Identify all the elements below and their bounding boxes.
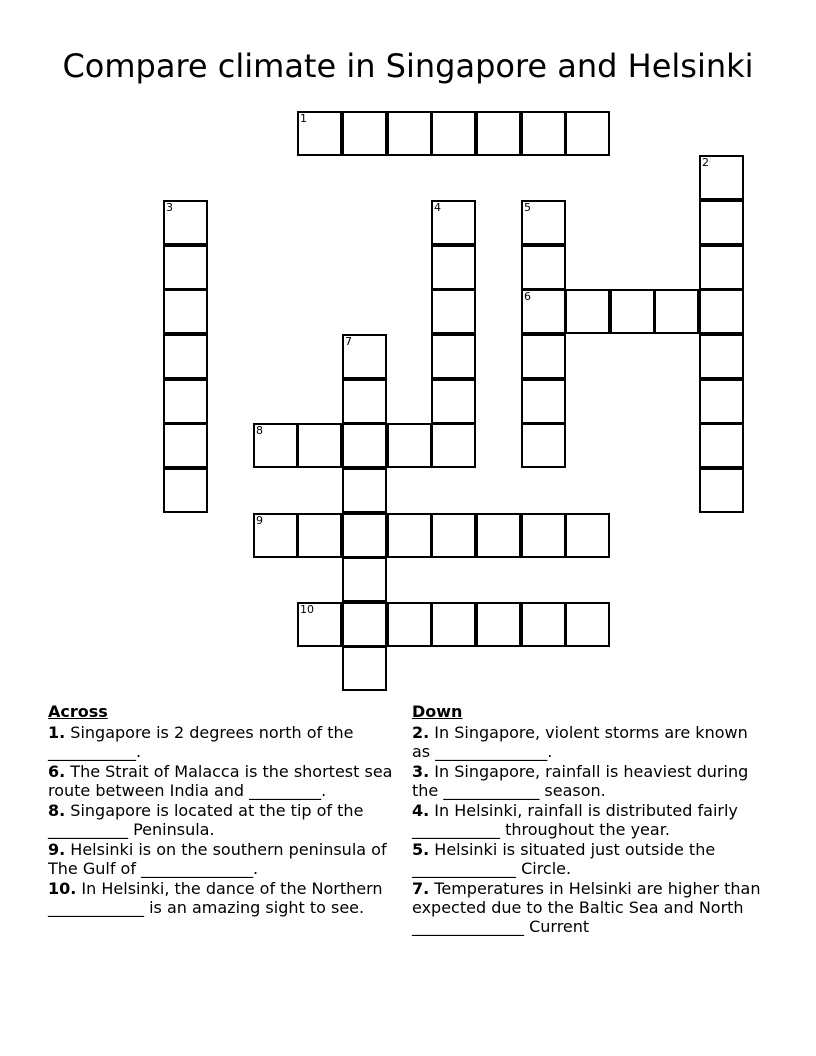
grid-cell[interactable] xyxy=(387,513,432,558)
grid-cell[interactable] xyxy=(297,423,342,468)
grid-cell[interactable] xyxy=(163,200,208,245)
grid-cell[interactable] xyxy=(431,334,476,379)
across-clues xyxy=(48,702,398,918)
clue-number: 8. xyxy=(48,801,66,820)
clue-number: 5. xyxy=(412,840,430,859)
grid-cell[interactable] xyxy=(297,111,342,156)
clue-text: In Singapore, rainfall is heaviest during the ____________ season. xyxy=(412,762,749,800)
grid-cell[interactable] xyxy=(521,200,566,245)
grid-cell[interactable] xyxy=(654,289,699,334)
grid-cell[interactable] xyxy=(521,334,566,379)
grid-cell[interactable] xyxy=(565,513,610,558)
grid-cell[interactable] xyxy=(521,245,566,290)
across-clue-10 xyxy=(48,879,398,917)
clue-text: In Singapore, violent storms are known as ______________. xyxy=(412,723,748,761)
grid-cell[interactable] xyxy=(342,111,387,156)
cell-number: 10 xyxy=(300,603,314,616)
grid-cell[interactable] xyxy=(342,334,387,379)
grid-cell[interactable] xyxy=(163,423,208,468)
grid-cell[interactable] xyxy=(342,379,387,424)
across-heading: Across xyxy=(48,702,108,721)
grid-cell[interactable] xyxy=(699,245,744,290)
grid-cell[interactable] xyxy=(521,423,566,468)
grid-cell[interactable] xyxy=(699,155,744,200)
grid-cell[interactable] xyxy=(699,423,744,468)
clue-number: 7. xyxy=(412,879,430,898)
grid-cell[interactable] xyxy=(521,111,566,156)
cell-number: 3 xyxy=(166,201,173,214)
clue-number: 2. xyxy=(412,723,430,742)
clue-number: 4. xyxy=(412,801,430,820)
grid-cell[interactable] xyxy=(431,513,476,558)
grid-cell[interactable] xyxy=(476,602,521,647)
grid-cell[interactable] xyxy=(431,245,476,290)
grid-cell[interactable] xyxy=(476,513,521,558)
grid-cell[interactable] xyxy=(699,334,744,379)
clue-text: The Strait of Malacca is the shortest sea route between India and _________. xyxy=(48,762,393,800)
down-heading: Down xyxy=(412,702,463,721)
grid-cell[interactable] xyxy=(565,111,610,156)
grid-cell[interactable] xyxy=(163,289,208,334)
grid-cell[interactable] xyxy=(297,513,342,558)
cell-number: 6 xyxy=(524,290,531,303)
down-clue-4 xyxy=(412,801,762,839)
cell-number: 2 xyxy=(702,156,709,169)
grid-cell[interactable] xyxy=(431,379,476,424)
down-clue-3 xyxy=(412,762,762,800)
page-title: Compare climate in Singapore and Helsinki xyxy=(62,47,754,85)
grid-cell[interactable] xyxy=(163,334,208,379)
grid-cell[interactable] xyxy=(699,379,744,424)
grid-cell[interactable] xyxy=(253,513,298,558)
grid-cell[interactable] xyxy=(431,289,476,334)
cell-number: 5 xyxy=(524,201,531,214)
grid-cell[interactable] xyxy=(387,423,432,468)
grid-cell[interactable] xyxy=(521,289,566,334)
clue-number: 10. xyxy=(48,879,77,898)
clue-text: Helsinki is on the southern peninsula of The Gulf of ______________. xyxy=(48,840,387,878)
grid-cell[interactable] xyxy=(297,602,342,647)
grid-cell[interactable] xyxy=(431,111,476,156)
grid-cell[interactable] xyxy=(163,245,208,290)
grid-cell[interactable] xyxy=(387,602,432,647)
clue-text: Temperatures in Helsinki are higher than expected due to the Baltic Sea and North ______________ Current xyxy=(412,879,761,936)
grid-cell[interactable] xyxy=(163,468,208,513)
clue-number: 3. xyxy=(412,762,430,781)
grid-cell[interactable] xyxy=(342,646,387,691)
across-clue-9 xyxy=(48,840,398,878)
grid-cell[interactable] xyxy=(431,602,476,647)
down-clues xyxy=(412,702,762,937)
grid-cell[interactable] xyxy=(342,602,387,647)
down-clue-7 xyxy=(412,879,762,936)
grid-cell[interactable] xyxy=(565,602,610,647)
grid-cell[interactable] xyxy=(163,379,208,424)
clue-number: 1. xyxy=(48,723,66,742)
grid-cell[interactable] xyxy=(565,289,610,334)
grid-cell[interactable] xyxy=(699,468,744,513)
clue-text: In Helsinki, the dance of the Northern ____________ is an amazing sight to see. xyxy=(48,879,383,917)
grid-cell[interactable] xyxy=(431,423,476,468)
cell-number: 4 xyxy=(434,201,441,214)
grid-cell[interactable] xyxy=(521,379,566,424)
grid-cell[interactable] xyxy=(521,602,566,647)
grid-cell[interactable] xyxy=(699,289,744,334)
down-clue-2 xyxy=(412,723,762,761)
cell-number: 1 xyxy=(300,112,307,125)
grid-cell[interactable] xyxy=(699,200,744,245)
clue-text: Singapore is located at the tip of the __________ Peninsula. xyxy=(48,801,364,839)
clue-text: Helsinki is situated just outside the _____________ Circle. xyxy=(412,840,716,878)
clue-text: Singapore is 2 degrees north of the ___________. xyxy=(48,723,354,761)
clue-number: 9. xyxy=(48,840,66,859)
clue-text: In Helsinki, rainfall is distributed fairly ___________ throughout the year. xyxy=(412,801,738,839)
clue-number: 6. xyxy=(48,762,66,781)
cell-number: 8 xyxy=(256,424,263,437)
grid-cell[interactable] xyxy=(253,423,298,468)
across-clue-1 xyxy=(48,723,398,761)
grid-cell[interactable] xyxy=(476,111,521,156)
across-clue-8 xyxy=(48,801,398,839)
grid-cell[interactable] xyxy=(342,513,387,558)
grid-cell[interactable] xyxy=(342,423,387,468)
across-clue-6 xyxy=(48,762,398,800)
grid-cell[interactable] xyxy=(521,513,566,558)
cell-number: 9 xyxy=(256,514,263,527)
cell-number: 7 xyxy=(345,335,352,348)
grid-cell[interactable] xyxy=(342,557,387,602)
grid-cell[interactable] xyxy=(610,289,655,334)
down-clue-5 xyxy=(412,840,762,878)
grid-cell[interactable] xyxy=(431,200,476,245)
grid-cell[interactable] xyxy=(387,111,432,156)
grid-cell[interactable] xyxy=(342,468,387,513)
